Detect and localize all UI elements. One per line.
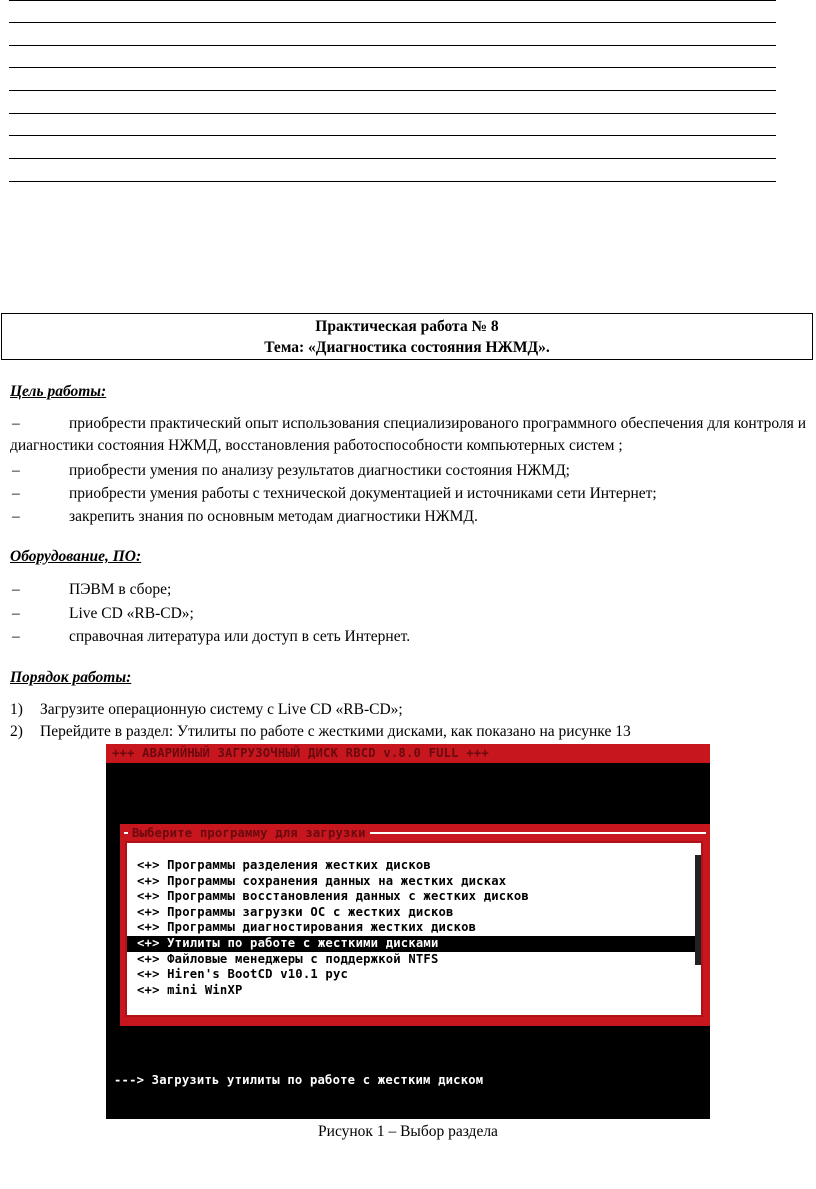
ruled-line [9, 22, 776, 23]
scrollbar[interactable] [695, 855, 701, 965]
dash-marker: – [12, 462, 20, 479]
menu-item[interactable]: <+> Программы сохранения данных на жестких дисках [137, 873, 507, 888]
title-box [1, 313, 813, 360]
work-title: Практическая работа № 8 [315, 318, 499, 335]
list-item [10, 579, 806, 601]
boot-menu-frame [120, 824, 710, 1026]
dash-marker: – [12, 581, 20, 598]
goal-heading: Цель работы: [10, 383, 107, 400]
list-item [10, 483, 806, 505]
menu-item[interactable]: <+> Файловые менеджеры с поддержкой NTFS [137, 951, 439, 966]
equipment-heading: Оборудование, ПО: [10, 548, 142, 565]
ruled-line [9, 90, 776, 91]
boot-menu-list [127, 858, 701, 998]
dash-marker: – [12, 605, 20, 622]
ruled-line [9, 0, 776, 1]
work-topic: Тема: «Диагностика состояния НЖМД». [264, 339, 550, 356]
ruled-line [9, 45, 776, 46]
step-text: Загрузите операционную систему с Live CD «RB-CD»; [40, 701, 403, 718]
ruled-line [9, 67, 776, 68]
step-number: 2) [10, 723, 23, 740]
menu-item[interactable]: <+> Программы разделения жестких дисков [137, 858, 431, 872]
procedure-heading: Порядок работы: [10, 669, 132, 686]
goal-item-text: приобрести умения работы с технической документацией и источниками сети Интернет; [69, 485, 657, 502]
goal-item-text: приобрести практический опыт использования специализированого программного обеспечения для контроля и диагностики состояния НЖМД, восстановления работоспособности компьютерных систем ; [10, 415, 806, 454]
boot-menu-status: ---> Загрузить утилиты по работе с жестким диском [114, 1073, 484, 1087]
list-item [10, 413, 806, 457]
list-item [10, 506, 806, 528]
boot-menu-frame-title: Выберите программу для загрузки [128, 825, 370, 841]
list-item [10, 626, 806, 648]
list-item [10, 699, 806, 721]
boot-menu-header: +++ АВАРИЙНЫЙ ЗАГРУЗОЧНЫЙ ДИСК RBCD v.8.0 FULL +++ [106, 744, 710, 763]
dash-marker: – [12, 415, 20, 432]
ruled-line [9, 135, 776, 136]
equipment-item-text: Live CD «RB-CD»; [69, 605, 194, 622]
list-item [10, 603, 806, 625]
ruled-line [9, 181, 776, 182]
goal-item-text: приобрести умения по анализу результатов диагностики состояния НЖМД; [69, 462, 570, 479]
dash-marker: – [12, 508, 20, 525]
menu-item[interactable]: <+> Программы диагностирования жестких дисков [137, 920, 477, 935]
list-item [10, 460, 806, 482]
boot-menu-list-area [125, 841, 703, 1017]
menu-item-selected[interactable]: <+> Утилиты по работе с жесткими дисками [127, 936, 701, 952]
step-number: 1) [10, 701, 23, 718]
menu-item[interactable]: <+> Программы загрузки ОС с жестких дисков [137, 904, 454, 919]
ruled-line [9, 158, 776, 159]
menu-item[interactable]: <+> Hiren's BootCD v10.1 рус [137, 967, 349, 982]
list-item [10, 721, 806, 743]
boot-menu-screenshot [106, 744, 710, 1119]
step-text: Перейдите в раздел: Утилиты по работе с жесткими дисками, как показано на рисунке 13 [40, 723, 631, 740]
equipment-item-text: справочная литература или доступ в сеть Интернет. [69, 628, 411, 645]
dash-marker: – [12, 628, 20, 645]
figure-caption: Рисунок 1 – Выбор раздела [318, 1123, 498, 1140]
menu-item[interactable]: <+> Программы восстановления данных с жестких дисков [137, 889, 529, 904]
equipment-item-text: ПЭВМ в сборе; [69, 581, 172, 598]
dash-marker: – [12, 485, 20, 502]
ruled-line [9, 113, 776, 114]
goal-item-text: закрепить знания по основным методам диагностики НЖМД. [69, 508, 478, 525]
menu-item[interactable]: <+> mini WinXP [137, 982, 243, 997]
